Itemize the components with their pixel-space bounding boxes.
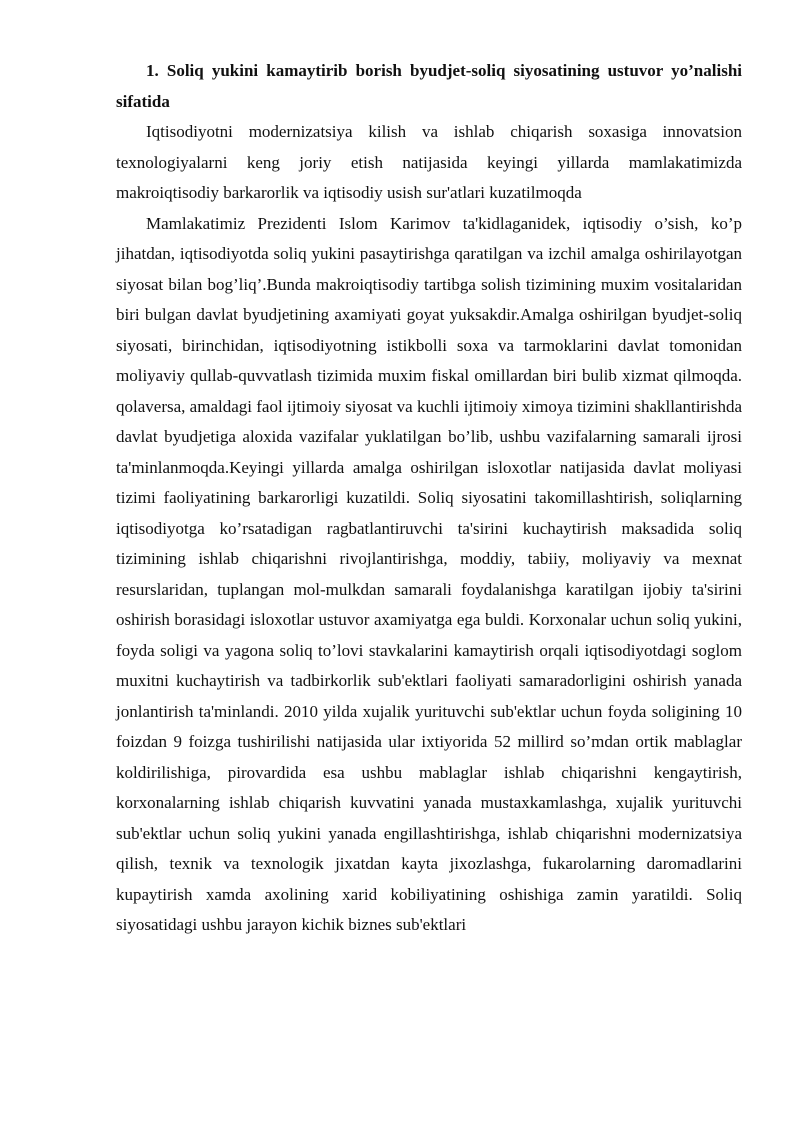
section-heading: 1. Soliq yukini kamaytirib borish byudjet-soliq siyosatining ustuvor yo’nalishi sifatida xyxy=(116,61,742,111)
paragraph-intro: Iqtisodiyotni modernizatsiya kilish va ishlab chiqarish soxasiga innovatsion texnologiyalarni keng joriy etish natijasida keyingi yillarda mamlakatimizda makroiqtisodiy barkarorlik va iqtisodiy usish sur'atlari kuzatilmoqda xyxy=(116,122,742,202)
paragraph-body: Mamlakatimiz Prezidenti Islom Karimov ta'kidlaganidek, iqtisodiy o’sish, ko’p jihatdan, iqtisodiyotda soliq yukini pasaytirishga qaratilgan va izchil amalga oshirilayotgan siyosat bilan bog’liq’.Bunda makroiqtisodiy tartibga solish tizimining muxim vositalaridan biri bulgan davlat byudjetining axamiyati goyat yuksakdir.Amalga oshirilgan byudjet-soliq siyosati, birinchidan, iqtisodiyotning istikbolli soxa va tarmoklarini davlat tomonidan moliyaviy qullab-quvvatlash tizimida muxim fiskal omillardan biri bulib xizmat qilmoqda. qolaversa, amaldagi faol ijtimoiy siyosat va kuchli ijtimoiy ximoya tizimini shakllantirishda davlat byudjetiga aloxida vazifalar yuklatilgan bo’lib, ushbu vazifalarning samarali ijrosi ta'minlanmoqda.Keyingi yillarda amalga oshirilgan isloxotlar natijasida davlat moliyasi tizimi faoliyatining barkarorligi kuzatildi. Soliq siyosatini takomillashtirish, soliqlarning iqtisodiyotga ko’rsatadigan ragbatlantiruvchi ta'sirini kuchaytirish maksadida soliq tizimining ishlab chiqarishni rivojlantirishga, moddiy, tabiiy, moliyaviy va mexnat resurslaridan, tuplangan mol-mulkdan samarali foydalanishga karatilgan ijobiy ta'sirini oshirish borasidagi isloxotlar ustuvor axamiyatga ega buldi. Korxonalar uchun soliq yukini, foyda soligi va yagona soliq to’lovi stavkalarini kamaytirish orqali iqtisodiyotdagi soglom muxitni kuchaytirish va tadbirkorlik sub'ektlari faoliyati samaradorligini oshirish yanada jonlantirish ta'minlandi. 2010 yilda xujalik yurituvchi sub'ektlar uchun foyda soligining 10 foizdan 9 foizga tushirilishi natijasida ular ixtiyorida 52 millird so’mdan ortik mablaglar koldirilishiga, pirovardida esa ushbu mablaglar ishlab chiqarishni kengaytirish, korxonalarning ishlab chiqarish kuvvatini yanada mustaxkamlashga, xujalik yurituvchi sub'ektlar uchun soliq yukini yanada engillashtirishga, ishlab chiqarishni modernizatsiya qilish, texnik va texnologik jixatdan kayta jixozlashga, fukarolarning daromadlarini kupaytirish xamda axolining xarid kobiliyatining oshishiga zamin yaratildi. Soliq siyosatidagi ushbu jarayon kichik biznes sub'ektlari xyxy=(116,213,742,934)
document-page xyxy=(116,56,742,941)
